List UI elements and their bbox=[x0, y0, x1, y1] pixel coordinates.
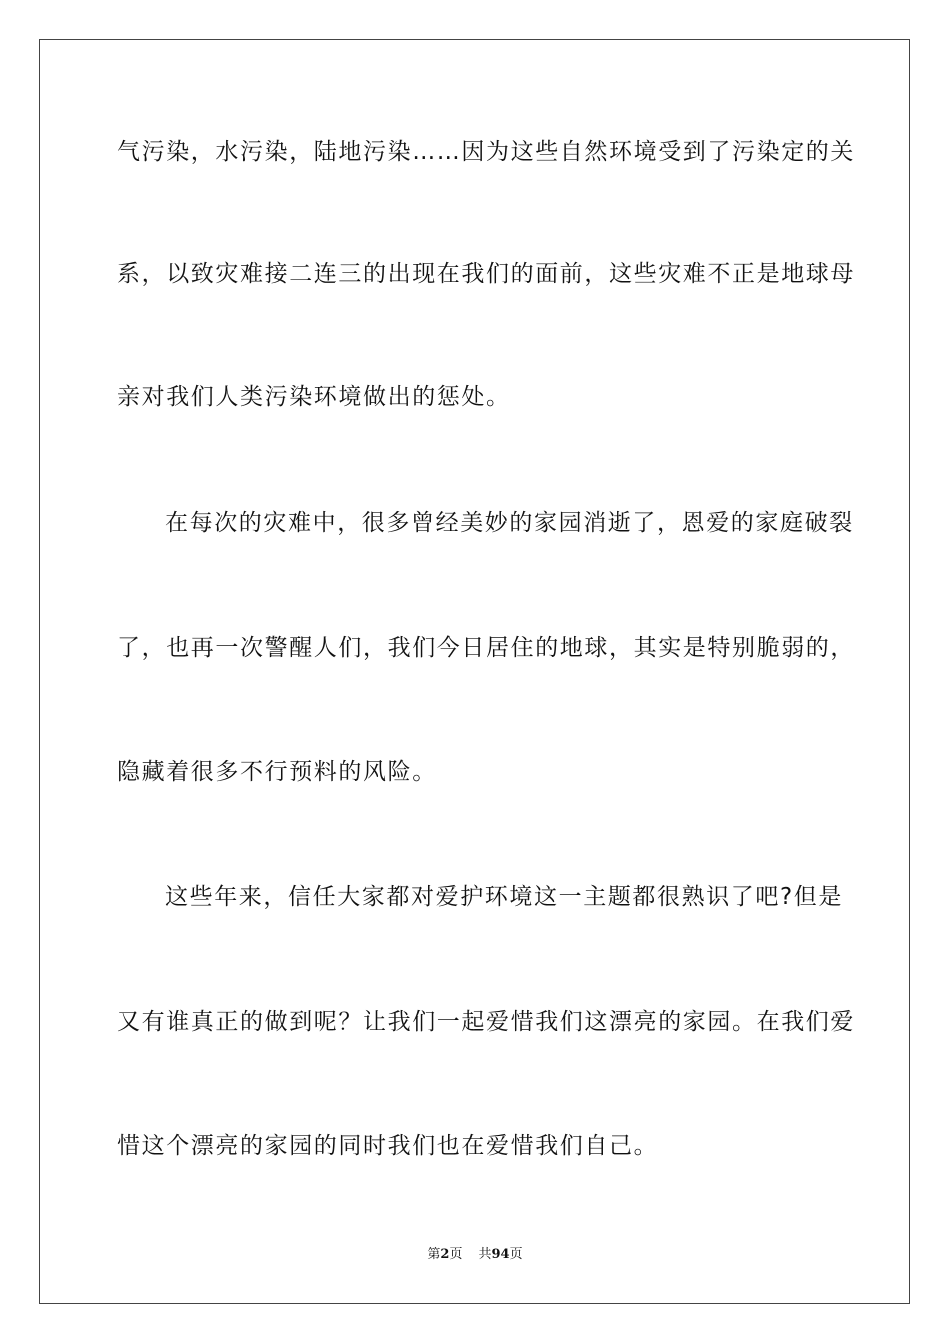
footer-page-suffix: 页 bbox=[449, 1247, 463, 1262]
footer-page-number: 2 bbox=[440, 1247, 450, 1262]
footer-total-suffix: 页 bbox=[509, 1247, 523, 1262]
page-border bbox=[39, 39, 910, 1304]
paragraph-3-line-2: 又有谁真正的做到呢？让我们一起爱惜我们这漂亮的家园。在我们爱 bbox=[117, 1009, 855, 1035]
page-footer bbox=[0, 1246, 950, 1264]
footer-page-prefix: 第 bbox=[427, 1247, 441, 1262]
text-line-3: 亲对我们人类污染环境做出的惩处。 bbox=[117, 384, 511, 410]
paragraph-2-line-1: 在每次的灾难中，很多曾经美妙的家园消逝了，恩爱的家庭破裂 bbox=[165, 510, 854, 536]
footer-total-pages: 94 bbox=[491, 1247, 510, 1262]
paragraph-2-line-2: 了，也再一次警醒人们，我们今日居住的地球，其实是特别脆弱的， bbox=[117, 635, 855, 661]
paragraph-3-line-1: 这些年来，信任大家都对爱护环境这一主题都很熟识了吧?但是 bbox=[165, 884, 844, 910]
text-line-1: 气污染，水污染，陆地污染……因为这些自然环境受到了污染定的关 bbox=[117, 139, 855, 165]
paragraph-2-line-3: 隐藏着很多不行预料的风险。 bbox=[117, 759, 437, 785]
footer-total-prefix: 共 bbox=[478, 1247, 492, 1262]
paragraph-3-line-3: 惜这个漂亮的家园的同时我们也在爱惜我们自己。 bbox=[117, 1133, 659, 1159]
text-line-2: 系，以致灾难接二连三的出现在我们的面前，这些灾难不正是地球母 bbox=[117, 261, 855, 287]
